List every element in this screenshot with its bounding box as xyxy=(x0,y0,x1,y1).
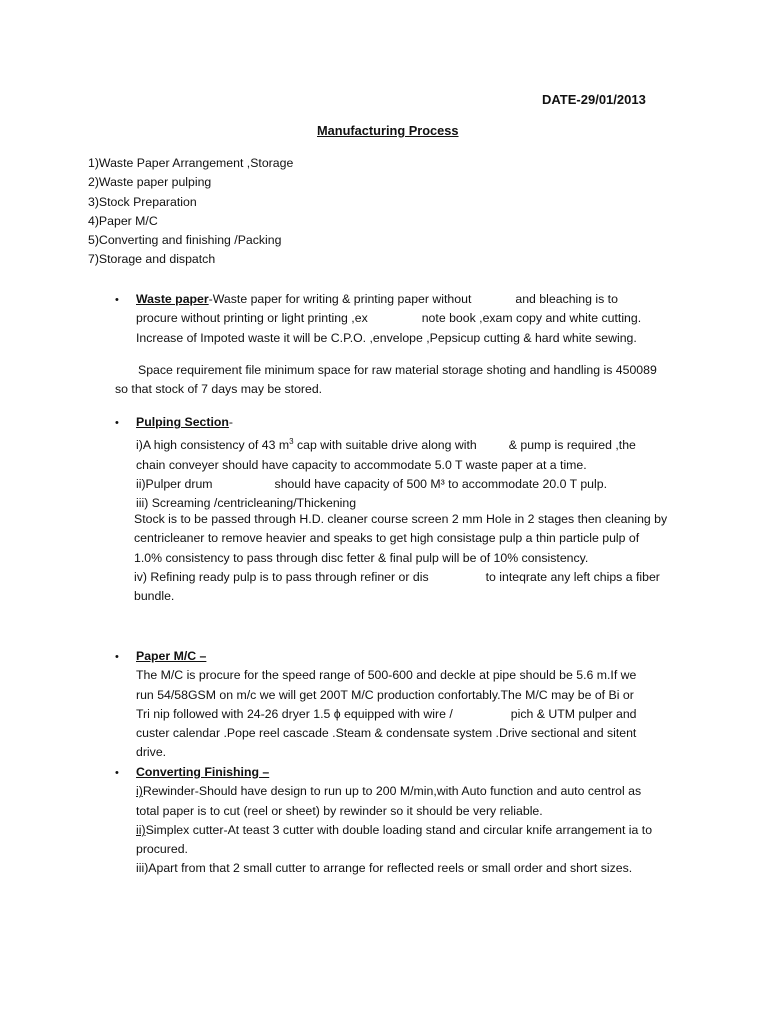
document-date: DATE-29/01/2013 xyxy=(542,92,646,107)
bullet-icon: • xyxy=(115,651,119,663)
converting-section: Converting Finishing – i)Rewinder-Should have design to run up to 200 M/min,with Auto function and auto centrol as total paper is to cut (reel or sheet) by rewinder so it should be very reliable. ii)Simplex cutter-At teast 3 cutter with double loading stand and circular knife arrangement ia to procured. iii)Apart from that 2 small cutter to arrange for reflected reels or small order and short sizes. xyxy=(136,765,653,876)
section-heading-waste-paper: Waste paper xyxy=(136,292,209,306)
section-heading-pulping: Pulping Section xyxy=(136,415,229,429)
list-item: 1)Waste Paper Arrangement ,Storage xyxy=(88,156,294,170)
list-item: 3)Stock Preparation xyxy=(88,194,197,209)
space-requirement-line-2: so that stock of 7 days may be stored. xyxy=(115,382,323,396)
bullet-icon: • xyxy=(115,417,119,429)
space-requirement-line-1: Space requirement file minimum space for raw material storage shoting and handling is 450089 xyxy=(138,363,657,377)
section-heading-converting: Converting Finishing – xyxy=(136,765,270,779)
list-item: 4)Paper M/C xyxy=(88,213,158,228)
process-steps-list xyxy=(88,154,293,270)
pulping-section: Pulping Section- i)A high consistency of 43 $m^3$ cap with suitable drive along with & pump is required ,the chain conveyer should have capacity to accommodate 5.0 T waste paper at a time. ii)Pulper drum should have capacity of 500 M³ to accommodate 20.0 T pulp. iii) Screaming /centricleaning/Thickening xyxy=(136,415,636,511)
waste-paper-section: Waste paper-Waste paper for writing & printing paper without and bleaching is to procure without printing or light printing ,ex note book ,exam copy and white cutting. Increase of Impoted waste it will be C.P.O. ,envelope ,Pepsicup cutting & hard white sewing. xyxy=(136,292,642,345)
list-item: 7)Storage and dispatch xyxy=(88,252,216,267)
pulping-details: Stock is to be passed through H.D. cleaner course screen 2 mm Hole in 2 stages then cleaning by centricleaner to remove heavier and speaks to get high consistage pulp a thin particle pulp of 1.0% consistency to pass through disc fetter & final pulp will be of 10% consistency. iv) Refining ready pulp is to pass through refiner or dis to inteqrate any left chips a fiber bundle. xyxy=(134,512,668,604)
bullet-icon: • xyxy=(115,767,119,779)
list-item: 5)Converting and finishing /Packing xyxy=(88,233,282,248)
section-heading-paper-mc: Paper M/C – xyxy=(136,649,207,663)
bullet-icon: • xyxy=(115,294,119,306)
page-title: Manufacturing Process xyxy=(317,123,459,138)
list-item: 2)Waste paper pulping xyxy=(88,175,212,190)
paper-mc-section: Paper M/C – The M/C is procure for the speed range of 500-600 and deckle at pipe should be 5.6 m.If we run 54/58GSM on m/c we will get 200T M/C production confortably.The M/C may be of Bi or Tri nip followed with 24-26 dryer 1.5 ϕ equipped with wire / pich & UTM pulper and custer calendar .Pope reel cascade .Steam & condensate system .Drive sectional and sitent drive. xyxy=(136,649,637,760)
